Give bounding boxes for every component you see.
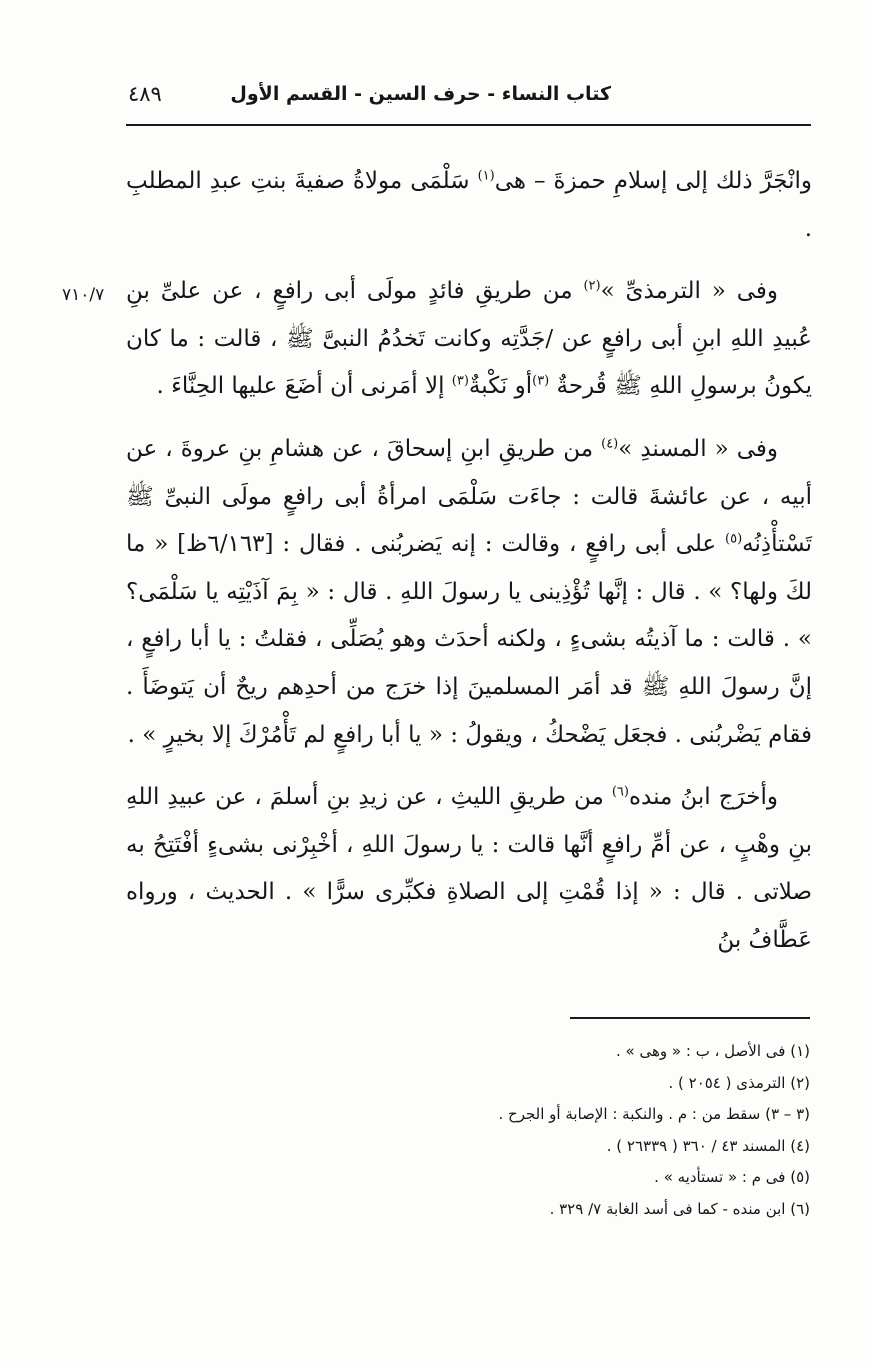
footnote-ref: (٥) — [725, 531, 743, 547]
footnote-1: (١) فى الأصل ، ب : « وهى » . — [616, 1042, 810, 1060]
text-segment: على أبى رافعٍ ، وقالت : إنه يَضربُنى . فقال : [٦/١٦٣ظ] « ما لكَ ولها؟ » . قال : إنَّها تُؤْذِينى يا رسولَ اللهِ . قال : « بِمَ آذَيْتِه يا سَلْمَى؟ » . قالت : ما آذيتُه بشىءٍ ، ولكنه أحدَث وهو يُصَلِّى ، فقلتُ : يا أبا رافعٍ ، إنَّ رسولَ اللهِ ﷺ قد أمَر المسلمينَ إذا خرَج من أحدِهم ريحٌ أن يَتوضَأَ . فقام يَضْربُنى . فجعَل يَضْحكُ ، ويقولُ : « يا أبا رافعٍ لم تَأْمُرْكَ إلا بخيرٍ » . — [126, 531, 812, 748]
footnote-ref: (٦) — [611, 784, 629, 800]
paragraph-1 — [126, 158, 812, 253]
footnote-ref: (٤) — [601, 436, 619, 452]
footnote-ref: (٣) — [451, 373, 469, 389]
footnote-ref: (٢) — [583, 278, 601, 294]
footnote-ref: (٣) — [532, 373, 550, 389]
footnote-5: (٥) فى م : « تستأديه » . — [654, 1168, 810, 1186]
text-segment: من طريقِ الليثِ ، عن زيدِ بنِ أسلمَ ، عن عبيدِ اللهِ بنِ وهْبٍ ، عن أمِّ رافعٍ أنَّها قالت : يا رسولَ اللهِ ، أخْبِرْنى بشىءٍ أفْتَتِحُ به صلاتى . قال : « إذا قُمْتِ إلى الصلاةِ فكبِّرى سرًّا » . الحديث ، ورواه عَطَّافُ بنُ — [126, 784, 812, 953]
paragraph-2 — [126, 268, 812, 411]
text-segment: وأخرَج ابنُ منده — [628, 784, 778, 811]
text-segment: سَلْمَى مولاةُ صفيةَ بنتِ عبدِ المطلبِ . — [126, 168, 812, 242]
text-segment: من طريقِ فائدٍ مولَى أبى رافعٍ ، عن علىِّ بنِ عُبيدِ اللهِ ابنِ أبى رافعٍ عن /جَدَّتِه وكانت تَخدُمُ النبىَّ ﷺ ، قالت : ما كان يكونُ برسولِ اللهِ ﷺ قُرحةٌ — [126, 278, 812, 400]
footnote-3: (٣ – ٣) سقط من : م . والنكبة : الإصابة أو الجرح . — [498, 1105, 810, 1123]
text-segment: إلا أمَرنى أن أضَعَ عليها الحِنَّاءَ . — [156, 373, 452, 400]
footnote-6: (٦) ابن منده - كما فى أسد الغابة ٧/ ٣٢٩ . — [549, 1199, 810, 1218]
running-title: كتاب النساء - حرف السين - القسم الأول — [230, 83, 611, 105]
text-segment: أو نَكْبةٌ — [468, 373, 533, 400]
text-segment: من طريقِ ابنِ إسحاقَ ، عن هشامِ بنِ عروةَ ، عن أبيه ، عن عائشةَ قالت : جاءَت سَلْمَى امرأةُ أبى رافعٍ مولَى النبىِّ ﷺ تَسْتأْذِنُه — [126, 435, 812, 558]
text-segment: وانْجَرَّ ذلك إلى إسلامِ حمزةَ – هى — [494, 168, 812, 194]
footnote-4: (٤) المسند ٤٣ / ٣٦٠ ( ٢٦٣٣٩ ) . — [606, 1136, 810, 1155]
text-segment: وفى « الترمذىِّ » — [600, 278, 778, 305]
main-text — [126, 158, 812, 980]
text-segment: وفى « المسندِ » — [618, 435, 778, 462]
footnote-ref: (١) — [477, 168, 495, 184]
page-number: ٤٨٩ — [128, 82, 162, 106]
footnote-2: (٢) الترمذى ( ٢٠٥٤ ) . — [668, 1073, 810, 1092]
margin-reference: ٧١٠/٧ — [62, 285, 105, 305]
paragraph-4 — [126, 774, 812, 964]
footnote-rule — [570, 1017, 810, 1019]
paragraph-3 — [126, 426, 812, 759]
header-rule — [126, 124, 811, 126]
footnotes — [360, 1036, 810, 1225]
